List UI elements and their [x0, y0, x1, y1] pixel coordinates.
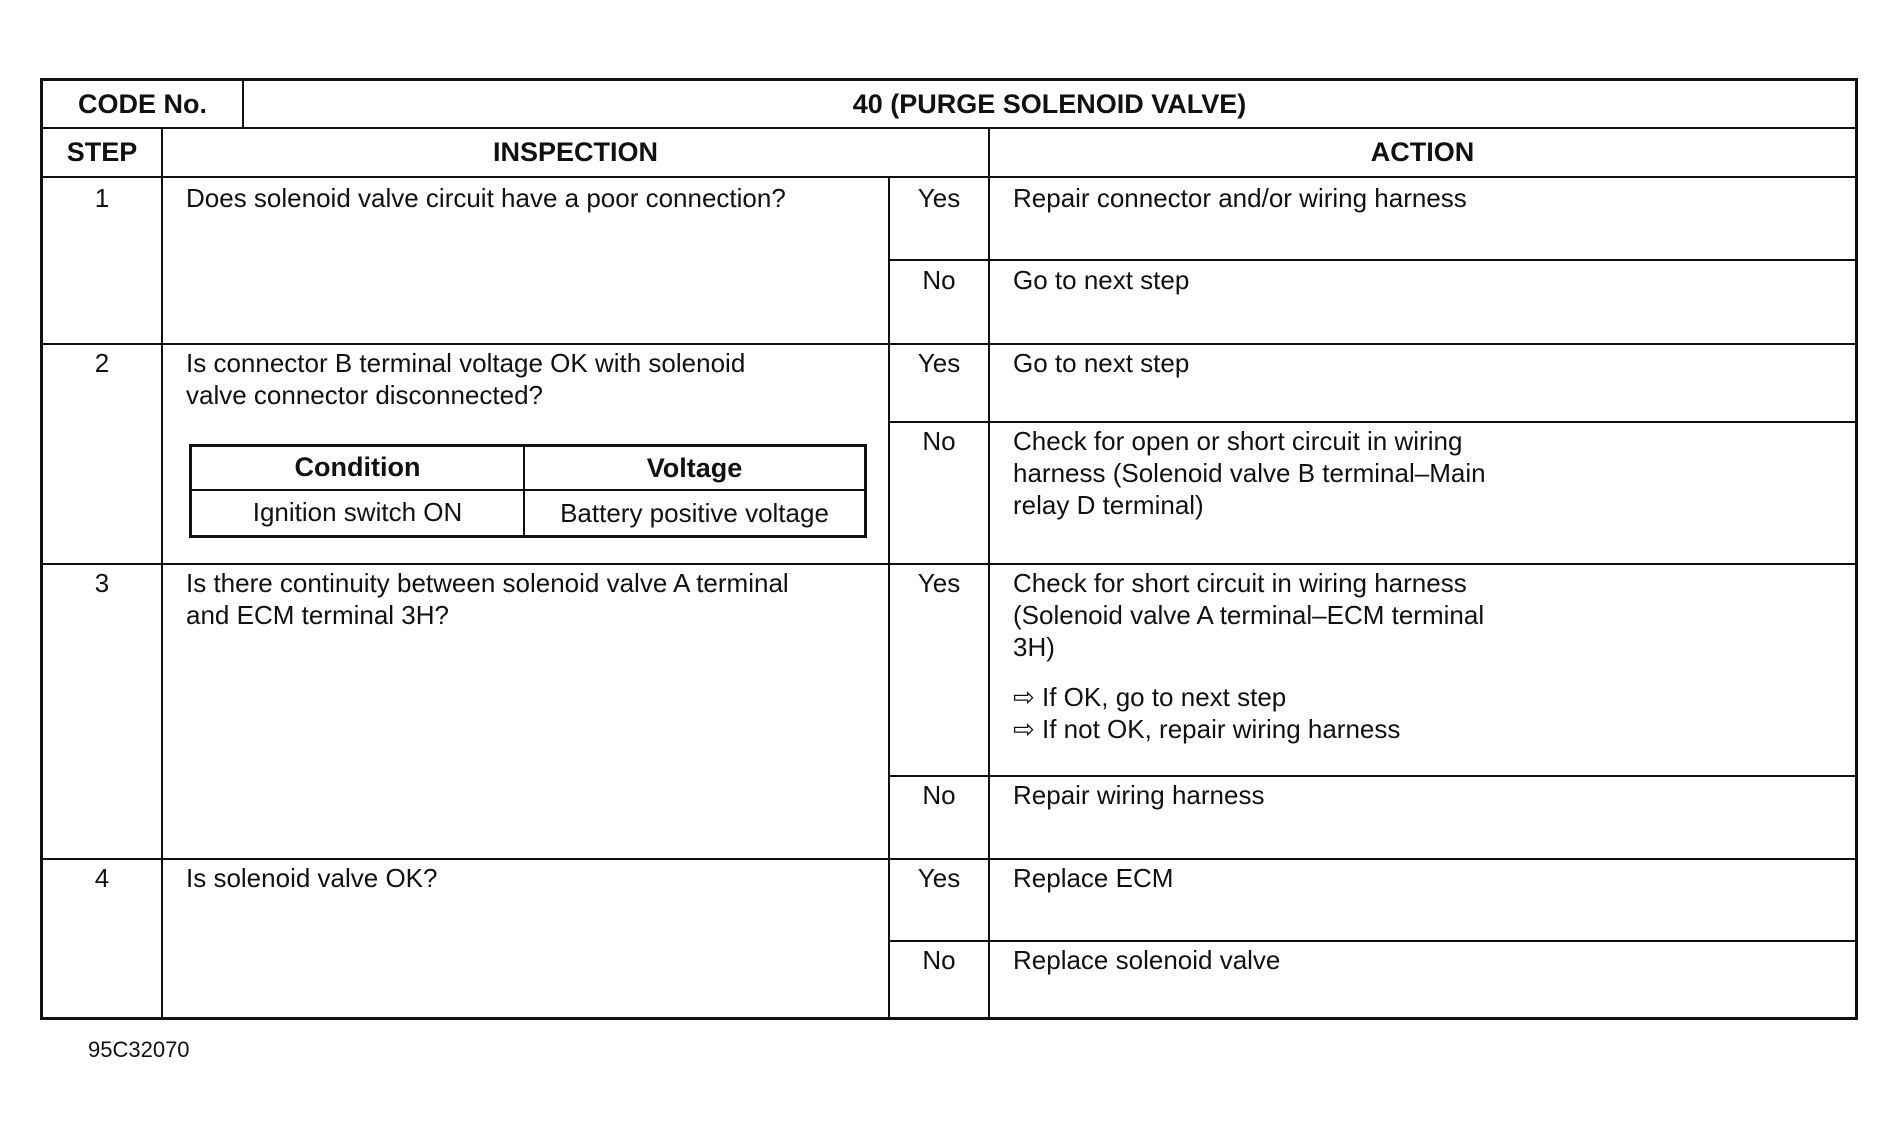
rule-action-divider: [988, 127, 990, 1017]
step-number: 1: [94, 183, 110, 213]
no-label: No: [922, 426, 956, 456]
inspection-text: Does solenoid valve circuit have a poor connection?: [186, 183, 786, 213]
rule-under-code: [43, 127, 1855, 129]
action-text: Check for short circuit in wiring harness (Solenoid valve A terminal–ECM terminal 3H): [1013, 568, 1485, 662]
yes-label: Yes: [917, 183, 961, 213]
code-title: 40 (PURGE SOLENOID VALVE): [852, 89, 1247, 119]
rule-step3-split: [888, 775, 1855, 777]
yes-label: Yes: [917, 568, 961, 598]
column-inspection: INSPECTION: [492, 137, 659, 167]
action-text: Repair connector and/or wiring harness: [1013, 183, 1467, 213]
condition-voltage-table: [189, 444, 867, 538]
action-text: Go to next step: [1013, 348, 1190, 378]
rule-step-divider: [161, 127, 163, 1017]
diagnostic-table: [40, 78, 1858, 1020]
voltage-value: Battery positive voltage: [560, 498, 829, 528]
action-text: Go to next step: [1013, 265, 1190, 295]
no-label: No: [922, 780, 956, 810]
action-text: Replace ECM: [1013, 863, 1174, 893]
figure-code: 95C32070: [88, 1037, 190, 1062]
rule-under-step3: [43, 858, 1855, 860]
step-number: 4: [94, 863, 110, 893]
column-action: ACTION: [1370, 137, 1475, 167]
column-step: STEP: [66, 137, 138, 167]
inspection-text: Is connector B terminal voltage OK with solenoid valve connector disconnected?: [186, 348, 746, 410]
action-text: Repair wiring harness: [1013, 780, 1265, 810]
action-option: ⇨ If OK, go to next step: [1013, 682, 1287, 712]
rule-under-step2: [43, 563, 1855, 565]
sub-table-rule: [192, 489, 864, 491]
rule-step4-split: [888, 940, 1855, 942]
action-option: ⇨ If not OK, repair wiring harness: [1013, 714, 1401, 744]
yes-label: Yes: [917, 863, 961, 893]
rule-step1-split: [888, 259, 1855, 261]
action-text: Check for open or short circuit in wiring harness (Solenoid valve B terminal–Main relay D terminal): [1013, 426, 1486, 520]
rule-under-step1: [43, 343, 1855, 345]
rule-step2-split: [888, 421, 1855, 423]
code-label: CODE No.: [77, 89, 207, 119]
step-number: 2: [94, 348, 110, 378]
action-text: Replace solenoid valve: [1013, 945, 1281, 975]
yes-label: Yes: [917, 348, 961, 378]
inspection-text: Is there continuity between solenoid valve A terminal and ECM terminal 3H?: [186, 568, 789, 630]
condition-value: Ignition switch ON: [252, 497, 463, 527]
rule-under-columns: [43, 176, 1855, 178]
inspection-text: Is solenoid valve OK?: [186, 863, 438, 893]
no-label: No: [922, 265, 956, 295]
voltage-header: Voltage: [646, 453, 743, 483]
no-label: No: [922, 945, 956, 975]
condition-header: Condition: [294, 452, 421, 482]
step-number: 3: [94, 568, 110, 598]
